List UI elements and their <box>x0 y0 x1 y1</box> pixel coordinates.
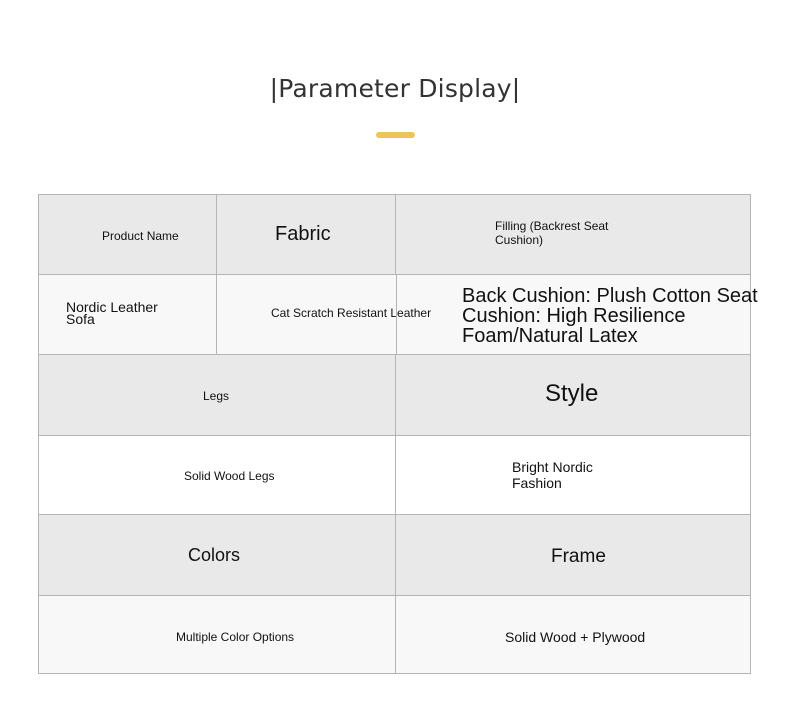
cell-label-product-name: Product Name <box>102 229 179 243</box>
cell-label-colors: Colors <box>188 545 241 565</box>
table-cell <box>396 515 750 595</box>
cell-value-legs: Solid Wood Legs <box>184 469 275 483</box>
table-cell <box>39 275 217 354</box>
table-cell <box>396 436 750 514</box>
table-cell <box>217 195 396 274</box>
cell-label-frame: Frame <box>551 546 606 567</box>
table-row <box>39 436 750 515</box>
table-cell <box>217 275 432 354</box>
cell-value-frame: Solid Wood + Plywood <box>505 629 646 645</box>
table-cell <box>396 195 750 274</box>
table-cell <box>396 596 750 673</box>
table-cell <box>39 195 217 274</box>
cell-value-product-name: Nordic Leather Sofa <box>66 299 158 327</box>
cell-label-style: Style <box>545 380 599 407</box>
cell-value-filling: Back Cushion: Plush Cotton Seat Cushion: High Resilience Foam/Natural Latex <box>462 285 758 347</box>
table-cell <box>39 355 396 435</box>
title-accent-bar <box>376 132 415 138</box>
table-row <box>39 355 750 436</box>
cell-value-style: Bright Nordic Fashion <box>512 459 593 491</box>
table-row <box>39 596 750 673</box>
table-cell <box>396 355 750 435</box>
table-cell <box>39 436 396 514</box>
parameter-table <box>38 194 758 674</box>
cell-value-colors: Multiple Color Options <box>176 630 295 644</box>
table-cell <box>39 596 396 673</box>
cell-value-fabric: Cat Scratch Resistant Leather <box>271 306 432 320</box>
cell-label-legs: Legs <box>203 389 230 403</box>
cell-label-fabric: Fabric <box>275 223 331 245</box>
page-title: |Parameter Display| <box>269 74 521 103</box>
table-row <box>39 515 750 596</box>
table-cell <box>39 515 396 595</box>
cell-label-filling: Filling (Backrest Seat Cushion) <box>495 219 609 247</box>
table-row <box>39 275 758 355</box>
table-cell <box>396 275 758 354</box>
table-row <box>39 195 750 275</box>
